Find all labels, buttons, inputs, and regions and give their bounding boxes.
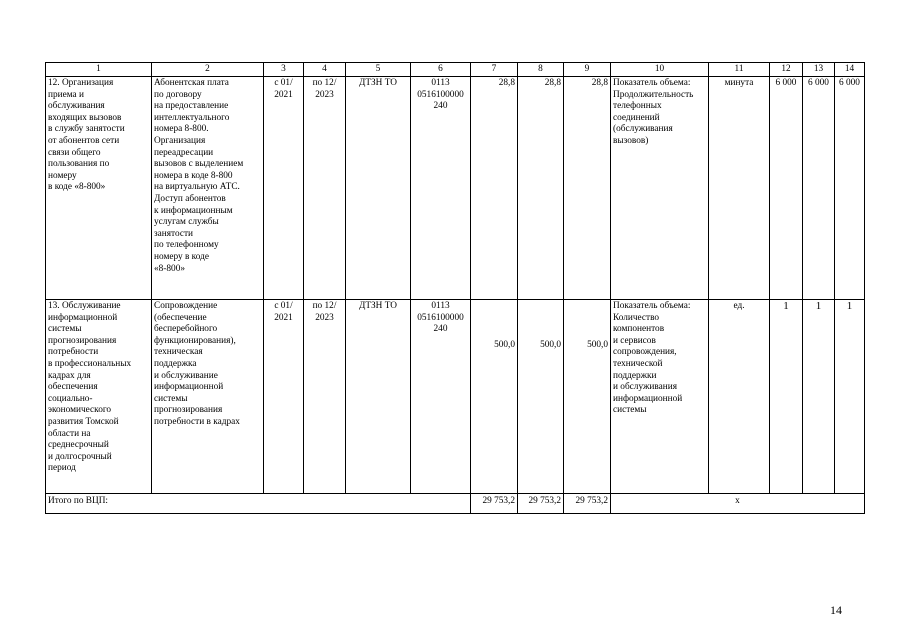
col-header-13: 13 <box>803 63 835 77</box>
col-header-8: 8 <box>518 63 564 77</box>
value-col-12: 6 000 <box>770 77 803 300</box>
total-mark: х <box>611 494 865 514</box>
col-header-1: 1 <box>46 63 152 77</box>
indicator: Показатель объема: Продолжительность телефонных соединений (обслуживания вызовов) <box>611 77 709 300</box>
header-row <box>46 63 865 77</box>
total-col-7: 29 753,2 <box>471 494 518 514</box>
col-header-14: 14 <box>835 63 865 77</box>
value-col-7: 28,8 <box>471 77 518 300</box>
unit: ед. <box>709 300 770 494</box>
value-col-14: 1 <box>835 300 865 494</box>
value-col-9: 28,8 <box>564 77 611 300</box>
col-header-4: 4 <box>304 63 346 77</box>
col-header-2: 2 <box>152 63 264 77</box>
budget-table <box>45 62 865 514</box>
activity-name: 12. Организация приема и обслуживания входящих вызовов в службу занятости от абонентов сети связи общего пользования по номеру в коде «8-800» <box>46 77 152 300</box>
kbk-code: 0113 0516100000 240 <box>411 300 471 494</box>
end-date: по 12/ 2023 <box>304 300 346 494</box>
total-col-9: 29 753,2 <box>564 494 611 514</box>
total-row <box>46 494 865 514</box>
value-col-13: 1 <box>803 300 835 494</box>
executor: ДТЗН ТО <box>346 300 411 494</box>
col-header-5: 5 <box>346 63 411 77</box>
col-header-12: 12 <box>770 63 803 77</box>
value-col-8: 500,0 <box>518 300 564 494</box>
col-header-11: 11 <box>709 63 770 77</box>
start-date: с 01/ 2021 <box>264 77 304 300</box>
col-header-6: 6 <box>411 63 471 77</box>
col-header-10: 10 <box>611 63 709 77</box>
start-date: с 01/ 2021 <box>264 300 304 494</box>
indicator: Показатель объема: Количество компонентов и сервисов сопровождения, технической поддержки и обслуживания информационной системы <box>611 300 709 494</box>
end-date: по 12/ 2023 <box>304 77 346 300</box>
table-row <box>46 77 865 300</box>
col-header-9: 9 <box>564 63 611 77</box>
total-label: Итого по ВЦП: <box>46 494 471 514</box>
value-col-13: 6 000 <box>803 77 835 300</box>
page-number: 14 <box>830 603 842 617</box>
executor: ДТЗН ТО <box>346 77 411 300</box>
total-col-8: 29 753,2 <box>518 494 564 514</box>
col-header-3: 3 <box>264 63 304 77</box>
kbk-code: 0113 0516100000 240 <box>411 77 471 300</box>
value-col-8: 28,8 <box>518 77 564 300</box>
value-col-14: 6 000 <box>835 77 865 300</box>
value-col-12: 1 <box>770 300 803 494</box>
activity-description: Сопровождение (обеспечение бесперебойного функционирования), техническая поддержка и обслуживание информационной системы прогнозирования потребности в кадрах <box>152 300 264 494</box>
activity-description: Абонентская плата по договору на предоставление интеллектуального номера 8-800. Организация переадресации вызовов с выделением номера в коде 8-800 на виртуальную АТС. Доступ абонентов к информационным услугам службы занятости по телефонному номеру в коде «8-800» <box>152 77 264 300</box>
col-header-7: 7 <box>471 63 518 77</box>
activity-name: 13. Обслуживание информационной системы прогнозирования потребности в профессиональных кадрах для обеспечения социально- экономического развития Томской области на среднесрочный и долгосрочный период <box>46 300 152 494</box>
unit: минута <box>709 77 770 300</box>
value-col-9: 500,0 <box>564 300 611 494</box>
table-row <box>46 300 865 494</box>
value-col-7: 500,0 <box>471 300 518 494</box>
